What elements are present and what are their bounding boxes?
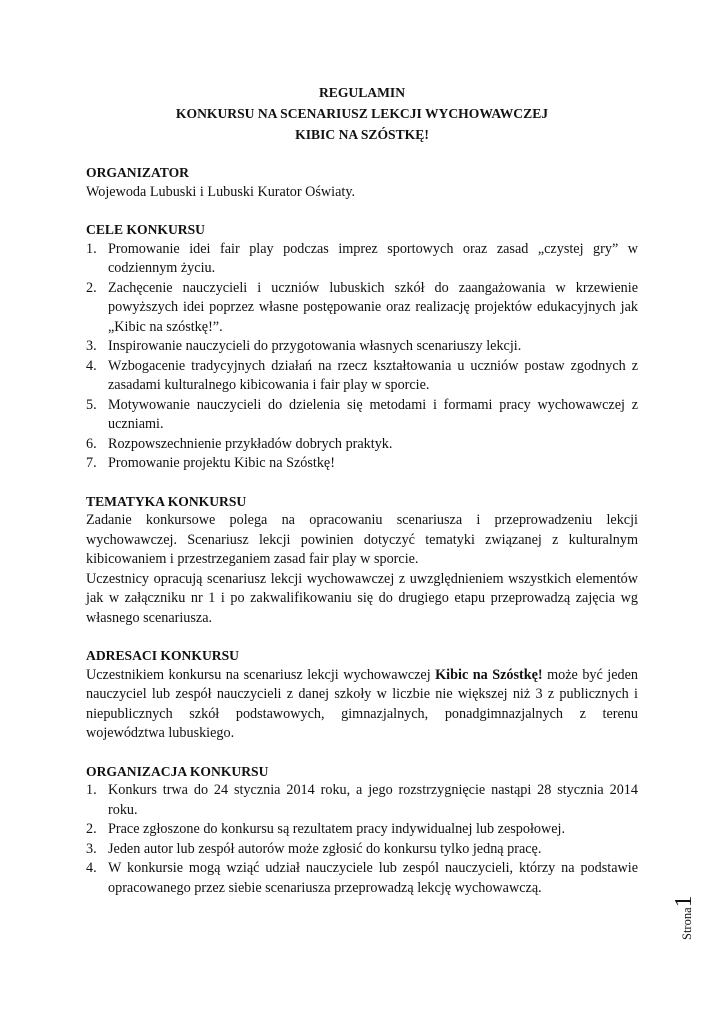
- list-item-number: 1.: [86, 782, 97, 798]
- title-line-3: KIBIC NA SZÓSTKĘ!: [295, 127, 429, 142]
- tematyka-paragraph-2: Uczestnicy opracują scenariusz lekcji wychowawczej z uwzględnieniem wszystkich elementów jak w załączniku nr 1 i po zakwalifikowaniu się do drugiego etapu przeprowadzą zajęcia wg własnego scenariusza.: [86, 570, 638, 626]
- list-item-text: Promowanie projektu Kibic na Szóstkę!: [108, 455, 335, 471]
- list-item: [86, 240, 638, 279]
- organizacja-heading: ORGANIZACJA KONKURSU: [86, 763, 269, 779]
- cele-heading: CELE KONKURSU: [86, 222, 205, 237]
- list-item: [86, 820, 638, 840]
- list-item: [86, 435, 638, 455]
- document-title: [86, 82, 638, 145]
- adresaci-text: [86, 666, 638, 744]
- organizator-text: Wojewoda Lubuski i Lubuski Kurator Oświaty.: [86, 183, 356, 200]
- list-item: [86, 840, 638, 860]
- list-item-number: 2.: [86, 821, 97, 837]
- list-item-number: 2.: [86, 279, 97, 296]
- list-item-text: Rozpowszechnienie przykładów dobrych praktyk.: [108, 435, 393, 452]
- list-item-text: Prace zgłoszone do konkursu są rezultatem pracy indywidualnej lub zespołowej.: [108, 821, 566, 837]
- footer-page-number: 1: [671, 895, 697, 908]
- list-item-text: Konkurs trwa do 24 stycznia 2014 roku, a jego rozstrzygnięcie nastąpi 28 stycznia 2014 roku.: [108, 782, 638, 818]
- list-item: [86, 781, 638, 820]
- title-line-2: KONKURSU NA SCENARIUSZ LEKCJI WYCHOWAWCZEJ: [175, 106, 549, 121]
- list-item-text: Zachęcenie nauczycieli i uczniów lubuskich szkół do zaangażowania w krzewienie powyższych idei poprzez własne postępowanie oraz realizację projektów edukacyjnych jak „Kibic na szóstkę!”.: [108, 279, 638, 335]
- list-item-number: 5.: [86, 396, 97, 413]
- list-item-number: 6.: [86, 435, 97, 452]
- section-organizacja: [86, 762, 638, 899]
- section-tematyka: [86, 492, 638, 629]
- list-item-number: 3.: [86, 338, 97, 354]
- list-item: [86, 357, 638, 396]
- list-item-number: 1.: [86, 240, 97, 257]
- page-footer: [671, 870, 697, 940]
- title-line-1: REGULAMIN: [318, 85, 406, 100]
- list-item-text: Wzbogacenie tradycyjnych działań na rzecz kształtowania u uczniów postaw zgodnych z zasadami kulturalnego kibicowania i fair play w sporcie.: [108, 357, 638, 393]
- organizacja-list: [86, 781, 638, 898]
- list-item-number: 4.: [86, 860, 97, 876]
- organizator-heading: ORGANIZATOR: [86, 165, 189, 180]
- list-item-number: 7.: [86, 455, 97, 471]
- list-item: [86, 396, 638, 435]
- list-item-text: Jeden autor lub zespół autorów może zgłosić do konkursu tylko jedną pracę.: [108, 840, 542, 857]
- adresaci-text-start: Uczestnikiem konkursu na scenariusz lekcji wychowawczej: [86, 666, 436, 683]
- adresaci-heading: ADRESACI KONKURSU: [86, 648, 239, 663]
- section-organizator: [86, 163, 638, 202]
- list-item-text: Promowanie idei fair play podczas imprez sportowych oraz zasad „czystej gry” w codziennym życiu.: [108, 240, 638, 276]
- section-adresaci: [86, 646, 638, 744]
- adresaci-text-end: może być jeden nauczyciel lub zespół nauczycieli z danej szkoły w liczbie nie większej niż 3 z publicznych i niepublicznych szkół podstawowych, gimnazjalnych, ponadgimnazjalnych z terenu województwa lubuskiego.: [86, 666, 639, 741]
- document-page: [86, 82, 638, 916]
- tematyka-paragraph-1: Zadanie konkursowe polega na opracowaniu scenariusza i przeprowadzeniu lekcji wychowawczej. Scenariusz lekcji powinien dotyczyć tematyki związanej z kulturalnym kibicowaniem i przestrzeganiem zasad fair play w sporcie.: [86, 512, 638, 567]
- project-name-bold: Kibic na Szóstkę!: [435, 666, 543, 683]
- list-item-text: Motywowanie nauczycieli do dzielenia się metodami i formami pracy wychowawczej z uczniami.: [108, 396, 638, 432]
- list-item-number: 3.: [86, 840, 97, 857]
- cele-list: [86, 240, 638, 474]
- list-item: [86, 337, 638, 357]
- page-number-label: [671, 895, 698, 940]
- list-item-text: W konkursie mogą wziąć udział nauczyciele lub zespól nauczycieli, którzy na podstawie opracowanego przez siebie scenariusza przeprowadzą lekcję wychowawczą.: [108, 860, 638, 896]
- list-item-number: 4.: [86, 357, 97, 374]
- list-item: [86, 859, 638, 898]
- list-item-text: Inspirowanie nauczycieli do przygotowania własnych scenariuszy lekcji.: [108, 338, 522, 354]
- tematyka-heading: TEMATYKA KONKURSU: [86, 493, 247, 509]
- section-cele: [86, 220, 638, 474]
- list-item: [86, 454, 638, 474]
- footer-label: Strona: [680, 907, 694, 940]
- list-item: [86, 279, 638, 338]
